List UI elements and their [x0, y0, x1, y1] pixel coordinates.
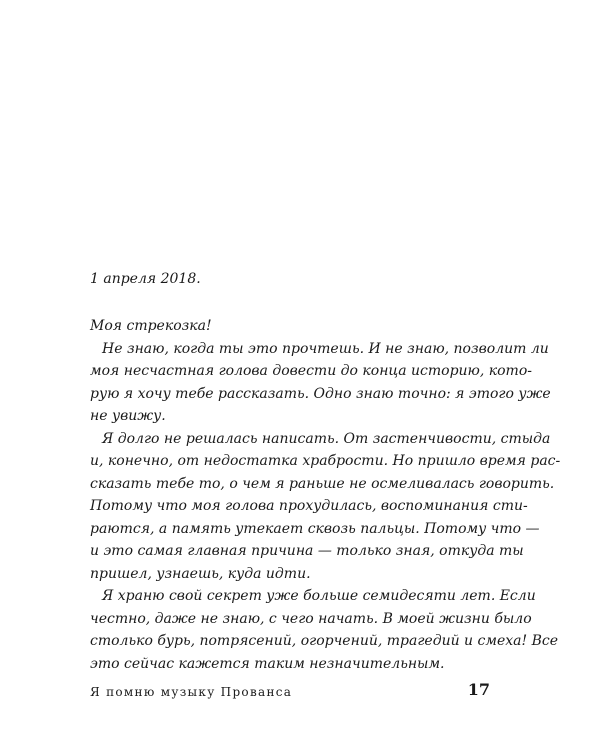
body-line: пришел, узнаешь, куда идти.	[90, 565, 311, 582]
body-line: не увижу.	[90, 408, 166, 424]
body-line: и, конечно, от недостатка храбрости. Но пришло время рас-	[90, 453, 561, 469]
body-line: Я храню свой секрет уже больше семидесяти лет. Если	[102, 588, 536, 604]
page-number: 17	[467, 680, 490, 699]
body-line: моя несчастная голова довести до конца историю, кото-	[90, 363, 532, 379]
body-line: раются, а память утекает сквозь пальцы. Потому что —	[90, 520, 540, 537]
body-line: и это самая главная причина — только зная, откуда ты	[90, 543, 524, 559]
body-line: Потому что моя голова прохудилась, воспоминания сти-	[90, 498, 528, 514]
letter-salutation: Моя стрекозка!	[90, 318, 212, 334]
letter-date: 1 апреля 2018.	[90, 271, 201, 287]
running-footer-book-title: Я помню музыку Прованса	[90, 685, 293, 699]
body-line: это сейчас кажется таким незначительным.	[90, 655, 445, 672]
body-line: Я долго не решалась написать. От застенчивости, стыда	[102, 430, 551, 447]
body-line: Не знаю, когда ты это прочтешь. И не знаю, позволит ли	[102, 340, 549, 357]
body-line: столько бурь, потрясений, огорчений, трагедий и смеха! Все	[90, 633, 558, 649]
body-line: сказать тебе то, о чем я раньше не осмеливалась говорить.	[90, 475, 555, 492]
body-line: честно, даже не знаю, с чего начать. В моей жизни было	[90, 610, 532, 627]
body-line: рую я хочу тебе рассказать. Одно знаю точно: я этого уже	[90, 385, 551, 402]
letter-body	[90, 315, 561, 675]
